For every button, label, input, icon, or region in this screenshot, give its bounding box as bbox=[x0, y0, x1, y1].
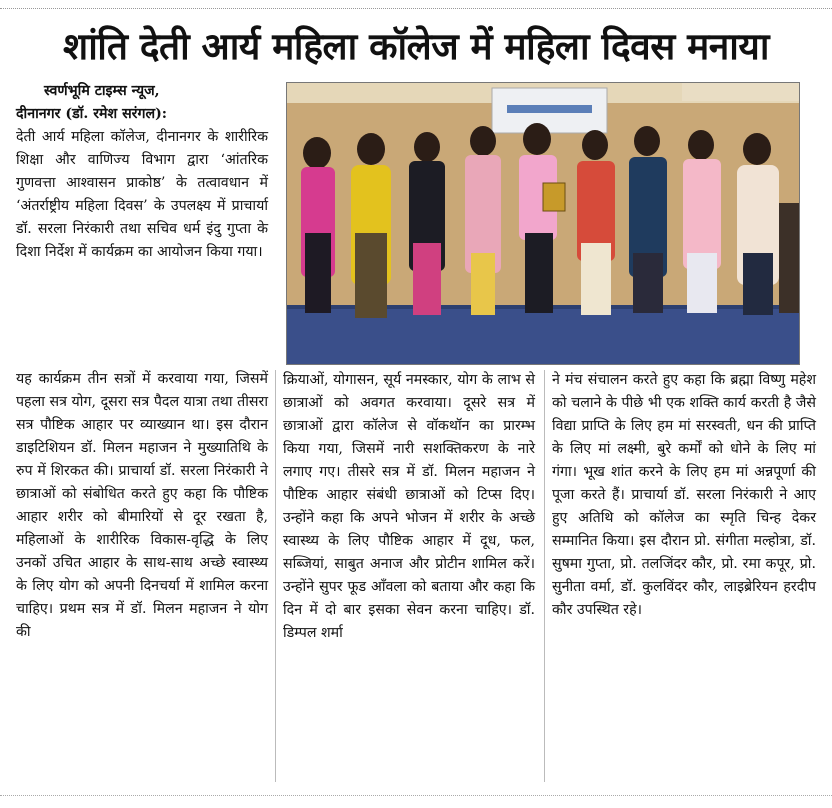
byline-place: दीनानगर (डॉ. रमेश सरंगल): bbox=[16, 106, 168, 122]
column-1-top bbox=[16, 80, 268, 264]
column-3-body-text: ने मंच संचालन करते हुए कहा कि ब्रह्मा विष्णु महेश को चलाने के पीछे भी एक शक्ति कार्य करती है जैसे विद्या प्राप्ति के लिए हम मां सरस्वती, धन की प्राप्ति के लिए मां लक्ष्मी, बुरे कर्मों को धोने के लिए मां गंगा। भूख शांत करने के लिए हम मां अन्नपूर्णा की पूजा करते हैं। प्राचार्या डॉ. सरला निरंकारी ने आए हुए अतिथि को कॉलेज का स्मृति चिन्ह देकर सम्मानित किया। इस दौरान प्रो. संगीता मल्होत्रा, डॉ. सुषमा गुप्ता, प्रो. तलजिंदर कौर, प्रो. रमा कपूर, प्रो. सुनीता वर्मा, डॉ. कुलविंदर कौर, लाइब्रेरियन हरदीप कौर उपस्थित रहे। bbox=[552, 372, 816, 618]
column-divider bbox=[544, 370, 545, 782]
byline-source: स्वर्णभूमि टाइम्स न्यूज, bbox=[44, 83, 160, 99]
column-divider bbox=[275, 370, 276, 782]
column-3 bbox=[552, 369, 816, 622]
bottom-edge-rule bbox=[0, 795, 832, 796]
column-2 bbox=[283, 369, 535, 645]
column-2-body-text: क्रियाओं, योगासन, सूर्य नमस्कार, योग के लाभ से छात्राओं को अवगत करवाया। दूसरे सत्र में छात्राओं द्वारा कॉलेज से वॉकथॉन का प्रारम्भ किया गया, जिसमें नारी सशक्तिकरण के नारे लगाए गए। तीसरे सत्र में डॉ. मिलन महाजन ने पौष्टिक आहार संबंधी छात्राओं को टिप्स दिए। उन्होंने कहा कि अपने भोजन में शरीर के अच्छे स्वास्थ्य के लिए पौष्टिक आहार में दूध, फल, सब्जियां, साबुत अनाज और प्रोटीन शामिल करें। उन्होंने सुपर फूड आँवला को बताया और कहा कि दिन में दो बार इसका सेवन करना चाहिए। डॉ. डिम्पल शर्मा bbox=[283, 372, 535, 641]
column-1-intro-text: देती आर्य महिला कॉलेज, दीनानगर के शारीरिक शिक्षा और वाणिज्य विभाग द्वारा ‘आंतरिक गुणवत्ता आश्वासन प्राकोष्ठ’ के तत्वावधान में ‘अंतर्राष्ट्रीय महिला दिवस’ के उपलक्ष्य में प्राचार्या डॉ. सरला निरंकारी तथा सचिव धर्म इंदु गुप्ता के दिशा निर्देश में कार्यक्रम का आयोजन किया गया। bbox=[16, 129, 268, 260]
column-1-body-text: यह कार्यक्रम तीन सत्रों में करवाया गया, जिसमें पहला सत्र योग, दूसरा सत्र पैदल यात्रा तथा तीसरा सत्र पौष्टिक आहार पर व्याख्यान था। इस दौरान डाइटिशियन डॉ. मिलन महाजन ने मुख्यातिथि के रुप में शिरकत की। प्राचार्या डॉ. सरला निरंकारी ने छात्राओं को संबोधित करते हुए कहा कि पौष्टिक आहार शरीर को बीमारियों से दूर रखता है, महिलाओं के शारीरिक विकास-वृद्धि के लिए उनकों उचित आहार के साथ-साथ अच्छे स्वास्थ्य के लिए योग को अपनी दिनचर्या में शामिल करना चाहिए। प्रथम सत्र में डॉ. मिलन महाजन ने योग की bbox=[16, 371, 268, 640]
dateline bbox=[16, 80, 268, 126]
column-1-bottom bbox=[16, 368, 268, 644]
event-photo-graphic bbox=[287, 83, 799, 364]
top-edge-rule bbox=[0, 0, 832, 9]
headline: शांति देती आर्य महिला कॉलेज में महिला दिवस मनाया bbox=[63, 25, 769, 68]
event-photo bbox=[286, 82, 800, 365]
